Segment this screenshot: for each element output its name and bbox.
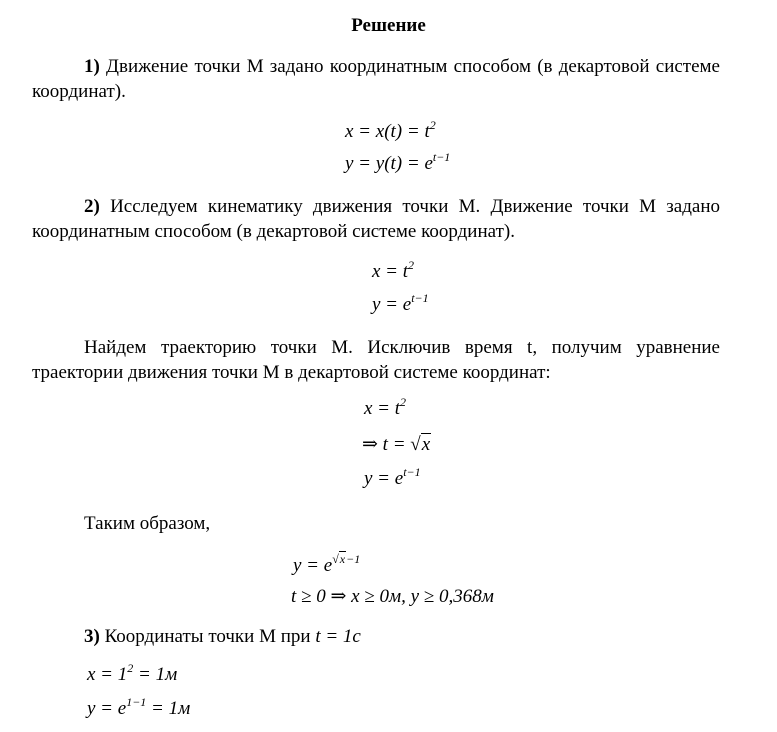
eq-s3-x-rest: = 1м: [133, 664, 178, 685]
eq-s1-x-body: x = x(t) = t: [345, 121, 430, 142]
section-2-number: 2): [84, 196, 100, 217]
section-3-number: 3): [84, 626, 100, 647]
eq-s1-y-body: y = y(t) = e: [345, 153, 433, 174]
eq-trajectory-exp-root: √: [332, 552, 339, 566]
eq-s2-y-exp: t−1: [411, 291, 429, 305]
eq-domain: t ≥ 0 ⇒ x ≥ 0м, y ≥ 0,368м: [291, 586, 494, 607]
eq-traj-x: [364, 395, 407, 420]
eq-traj-y-body: y = e: [364, 468, 404, 489]
eq-s1-x-exp: 2: [429, 118, 436, 132]
eq-s3-x: [87, 661, 178, 686]
section-3-text: Координаты точки М при: [99, 626, 316, 647]
section-1-number: 1): [84, 56, 100, 77]
eq-traj-y-exp: t−1: [403, 465, 421, 479]
eq-trajectory-body: y = e: [293, 555, 333, 576]
eq-s1-y-exp: t−1: [432, 150, 451, 164]
eq-traj-t: [362, 433, 431, 456]
eq-trajectory-exp-radicand: x: [339, 552, 346, 566]
eq-traj-x-exp: 2: [400, 395, 407, 409]
eq-s1-x: [345, 118, 436, 143]
section-3-paragraph: [32, 624, 720, 649]
eq-s3-y-rest: = 1м: [146, 698, 191, 719]
eq-trajectory: [293, 552, 361, 577]
eq-s1-y: [345, 150, 451, 175]
section-3-condition: t = 1c: [315, 626, 361, 647]
eq-s2-y: [372, 291, 429, 316]
eq-s2-x-body: x = t: [372, 261, 409, 282]
eq-traj-x-body: x = t: [364, 398, 401, 419]
section-1-text: Движение точки М задано координатным способом (в декартовой системе координат).: [32, 56, 720, 102]
eq-s3-y: [87, 695, 191, 720]
eq-s3-x-exp: 2: [127, 661, 134, 675]
section-2-paragraph: [32, 194, 720, 244]
eq-s2-x-exp: 2: [408, 258, 415, 272]
eq-traj-t-body: ⇒ t = √: [362, 434, 421, 455]
eq-trajectory-exp-rest: −1: [346, 552, 361, 566]
section-1-paragraph: [32, 54, 720, 104]
eq-s2-x: [372, 258, 415, 283]
eq-trajectory-exp: [332, 552, 360, 566]
eq-s3-y-body: y = e: [87, 698, 127, 719]
eq-s3-x-body: x = 1: [87, 664, 128, 685]
eq-s3-y-exp: 1−1: [126, 695, 147, 709]
page-title: Решение: [351, 15, 426, 36]
eq-traj-y: [364, 465, 421, 490]
eq-s2-y-body: y = e: [372, 294, 412, 315]
section-2-text: Исследуем кинематику движения точки М. Движение точки М задано координатным способом (в декартовой системе координат).: [32, 196, 720, 242]
thus-paragraph: Таким образом,: [84, 513, 211, 534]
eq-traj-t-radicand: x: [421, 434, 431, 455]
trajectory-paragraph: Найдем траекторию точки М. Исключив время t, получим уравнение траектории движения точки М в декартовой системе координат:: [32, 337, 720, 383]
